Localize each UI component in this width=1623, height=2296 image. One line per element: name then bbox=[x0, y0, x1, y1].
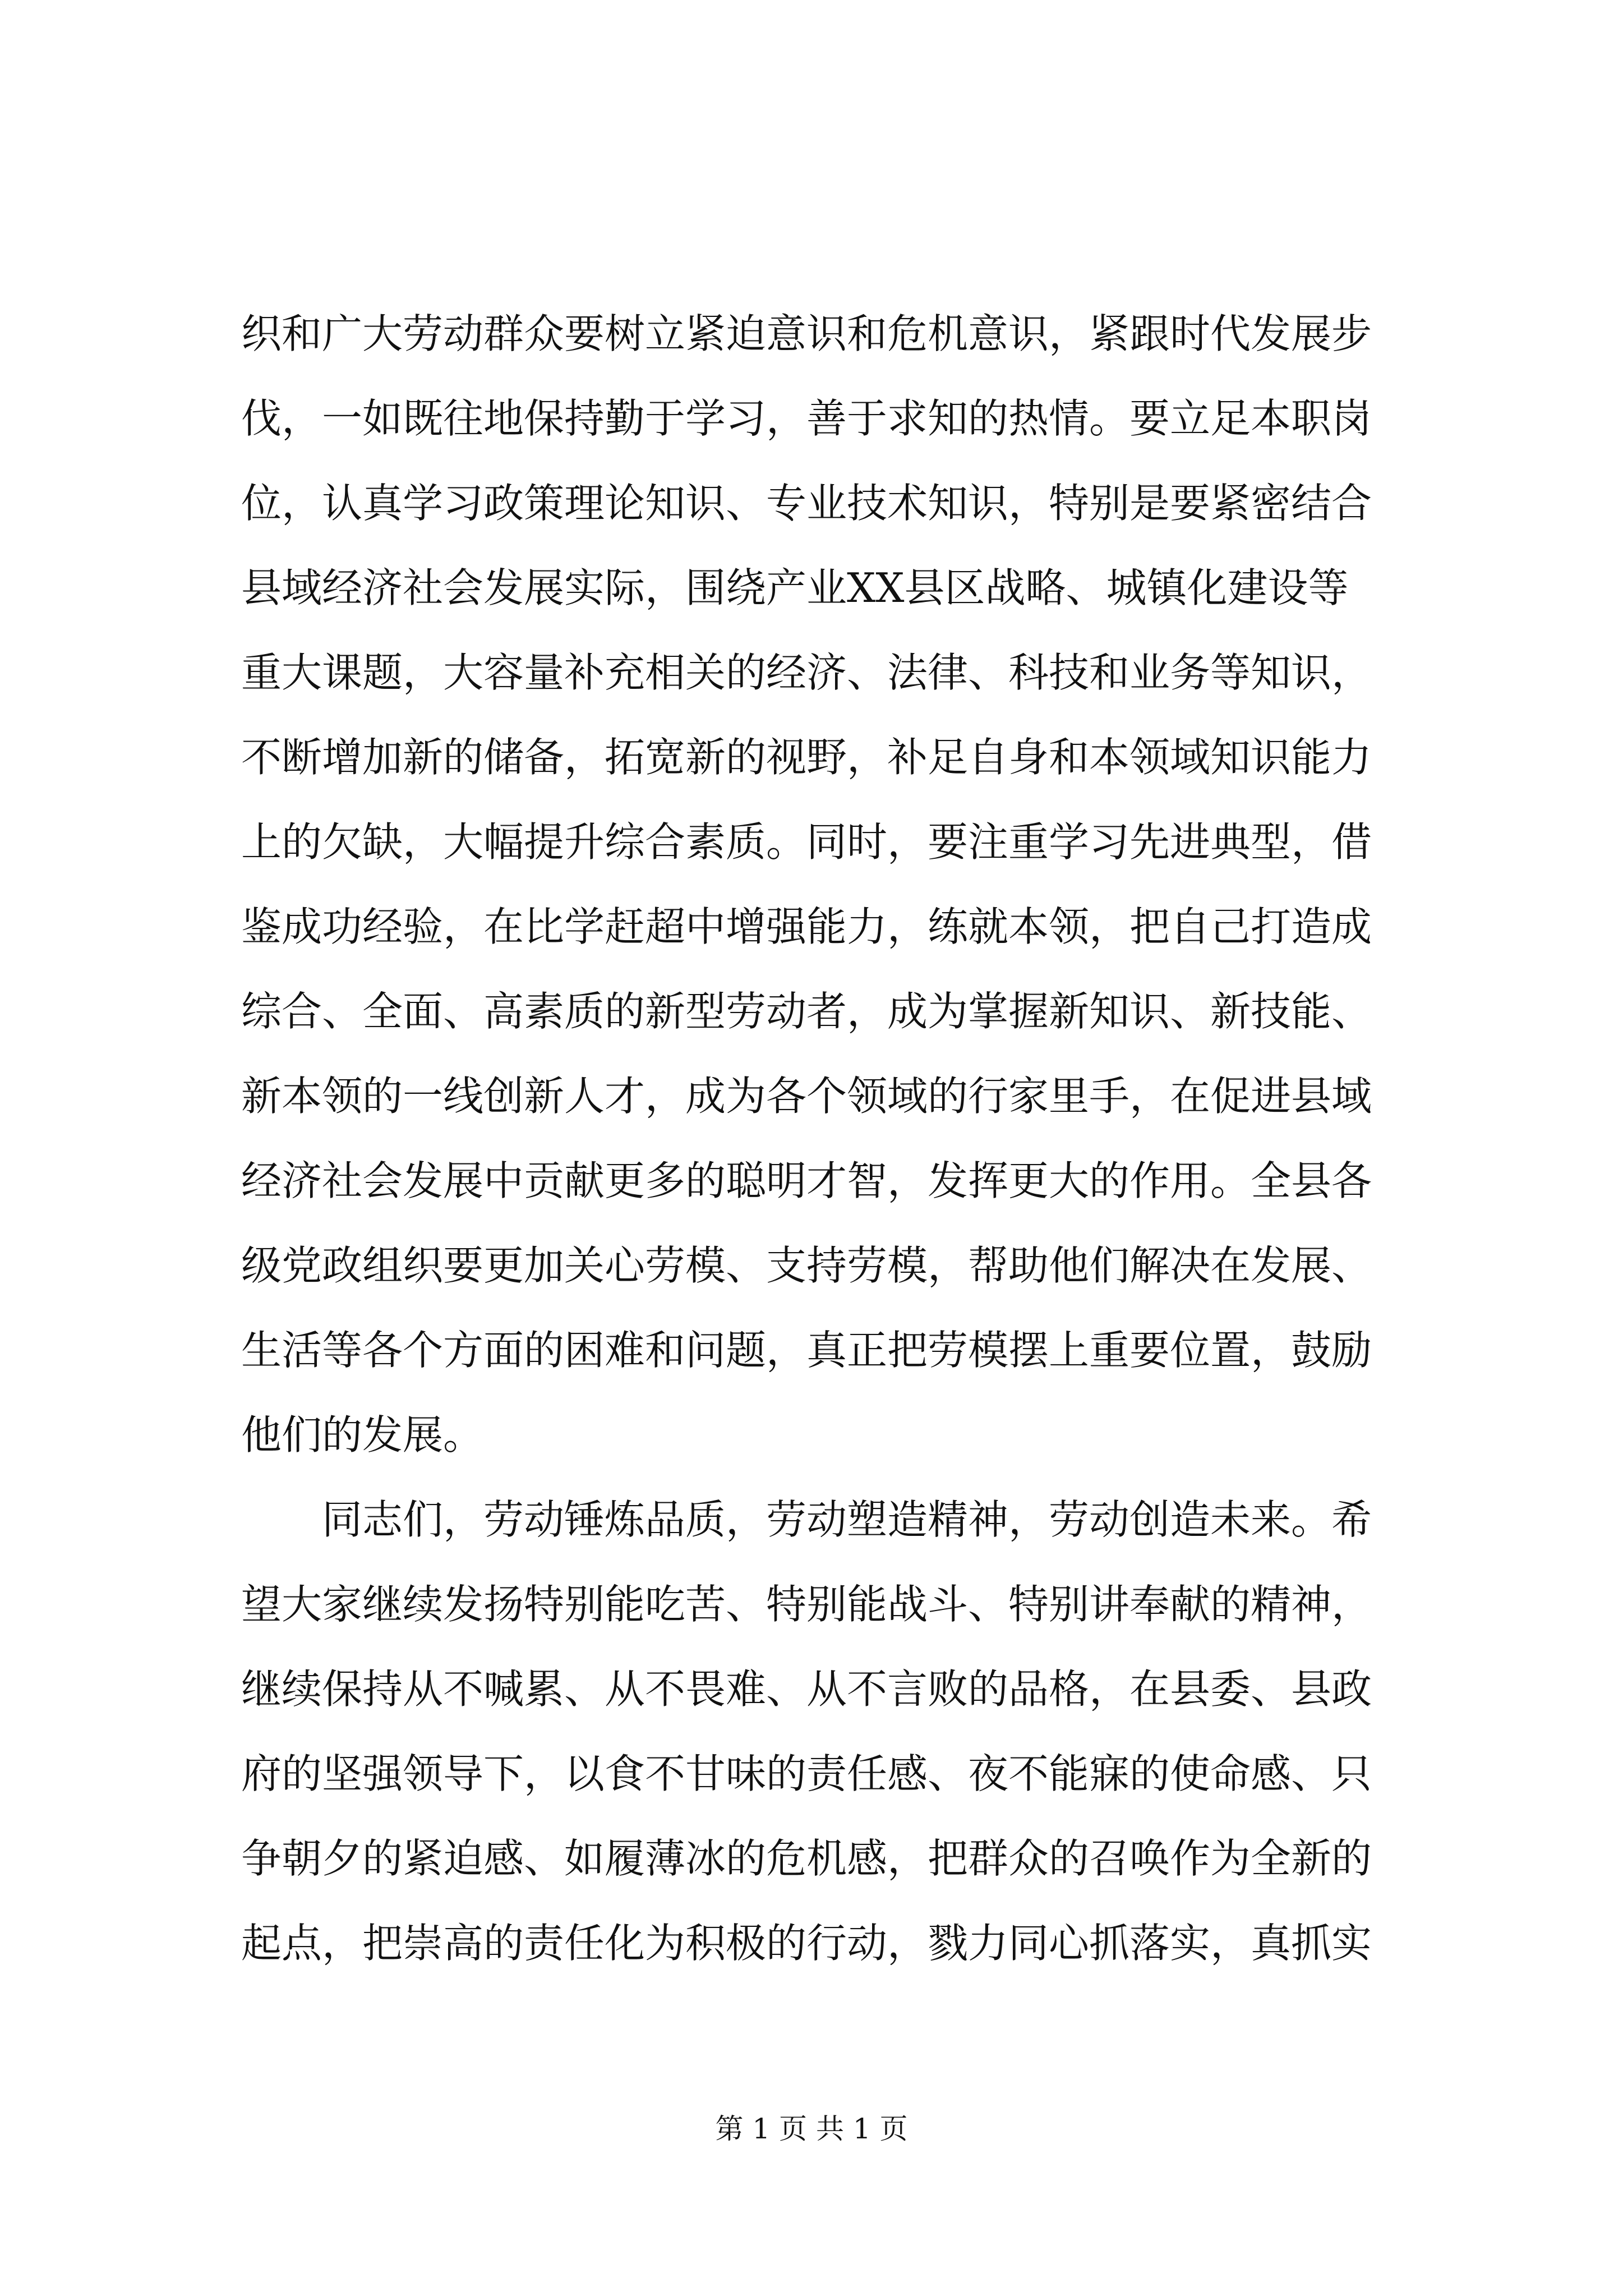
text-line-6: 不断增加新的储备，拓宽新的视野，补足自身和本领域知识能力 bbox=[241, 734, 1372, 781]
text-line-2: 伐，一如既往地保持勤于学习，善于求知的热情。要立足本职岗 bbox=[241, 395, 1372, 442]
text-line-13: 生活等各个方面的困难和问题，真正把劳模摆上重要位置，鼓励 bbox=[241, 1327, 1372, 1374]
text-line-16: 望大家继续发扬特别能吃苦、特别能战斗、特别讲奉献的精神， bbox=[241, 1581, 1372, 1628]
text-line-5: 重大课题，大容量补充相关的经济、法律、科技和业务等知识， bbox=[241, 649, 1372, 696]
page-footer bbox=[0, 2109, 1623, 2148]
text-line-18: 府的坚强领导下，以食不甘味的责任感、夜不能寐的使命感、只 bbox=[241, 1750, 1372, 1797]
text-line-10: 新本领的一线创新人才，成为各个领域的行家里手，在促进县域 bbox=[241, 1073, 1372, 1120]
page-number: 第 1 页 共 1 页 bbox=[715, 2113, 908, 2145]
text-line-20: 起点，把崇高的责任化为积极的行动，戮力同心抓落实，真抓实 bbox=[241, 1920, 1372, 1967]
text-line-8: 鉴成功经验，在比学赶超中增强能力，练就本领，把自己打造成 bbox=[241, 903, 1372, 950]
text-line-11: 经济社会发展中贡献更多的聪明才智，发挥更大的作用。全县各 bbox=[241, 1157, 1372, 1204]
text-line-9: 综合、全面、高素质的新型劳动者，成为掌握新知识、新技能、 bbox=[241, 988, 1372, 1035]
text-line-4: 县域经济社会发展实际，围绕产业XX县区战略、城镇化建设等 bbox=[241, 564, 1349, 611]
text-line-14: 他们的发展。 bbox=[241, 1411, 484, 1458]
text-line-12: 级党政组织要更加关心劳模、支持劳模，帮助他们解决在发展、 bbox=[241, 1242, 1372, 1289]
text-line-15: 同志们，劳动锤炼品质，劳动塑造精神，劳动创造未来。希 bbox=[322, 1496, 1372, 1543]
text-line-1: 织和广大劳动群众要树立紧迫意识和危机意识，紧跟时代发展步 bbox=[241, 310, 1372, 357]
document-body bbox=[241, 292, 1408, 1986]
text-line-7: 上的欠缺，大幅提升综合素质。同时，要注重学习先进典型，借 bbox=[241, 818, 1372, 866]
text-line-17: 继续保持从不喊累、从不畏难、从不言败的品格，在县委、县政 bbox=[241, 1665, 1372, 1713]
text-line-19: 争朝夕的紧迫感、如履薄冰的危机感，把群众的召唤作为全新的 bbox=[241, 1835, 1372, 1882]
text-line-3: 位，认真学习政策理论知识、专业技术知识，特别是要紧密结合 bbox=[241, 480, 1372, 527]
